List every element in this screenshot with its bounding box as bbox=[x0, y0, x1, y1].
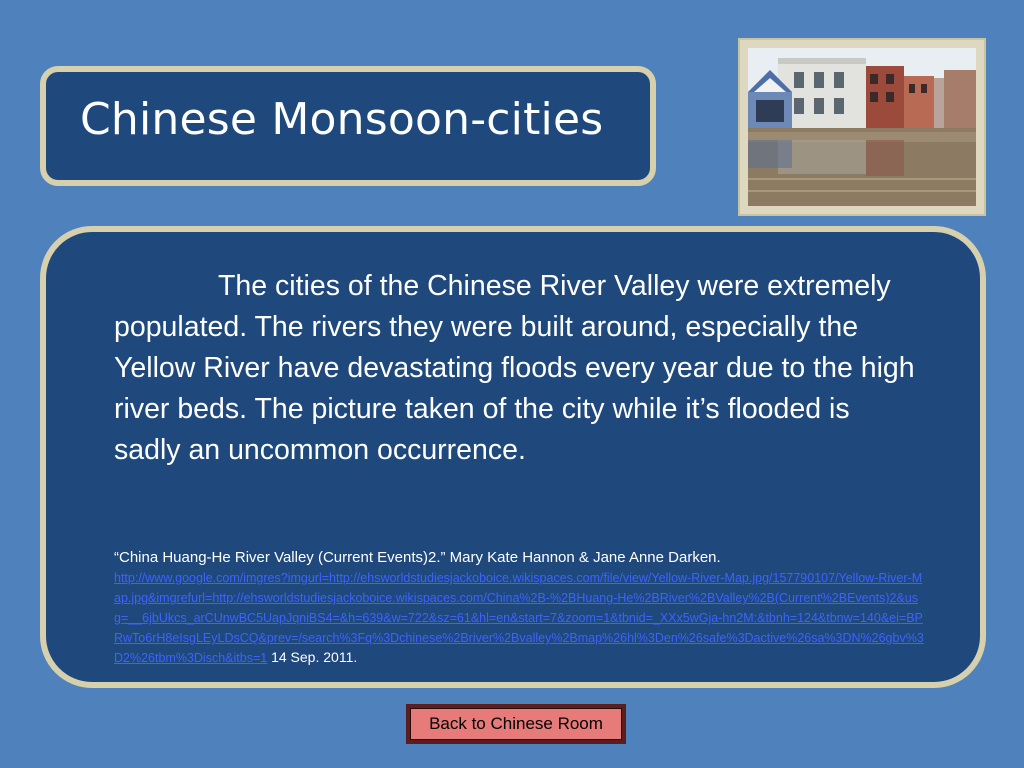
flooded-city-photo bbox=[738, 38, 986, 216]
content-panel bbox=[40, 226, 986, 688]
back-button-label[interactable]: Back to Chinese Room bbox=[410, 708, 622, 740]
body-paragraph: The cities of the Chinese River Valley were extremely populated. The rivers they were built around, especially the Yellow River have devastating floods every year due to the high river beds. The picture taken of the city while it’s flooded is sadly an uncommon occurrence. bbox=[114, 270, 915, 466]
flooded-city-image bbox=[748, 48, 976, 206]
back-to-chinese-room-button[interactable] bbox=[406, 704, 626, 744]
citation-source: “China Huang-He River Valley (Current Events)2.” Mary Kate Hannon & Jane Anne Darken. bbox=[114, 549, 721, 566]
slide-title: Chinese Monsoon-cities bbox=[80, 94, 604, 145]
citation-date: 14 Sep. 2011. bbox=[267, 649, 358, 665]
citation bbox=[114, 548, 924, 668]
citation-link[interactable]: http://www.google.com/imgres?imgurl=http://ehsworldstudiesjackoboice.wikispaces.com/file/view/Yellow-River-Map.jpg/157790107/Yellow-River-Map.jpg&imgrefurl=http://ehsworldstudiesjackoboice.wikispaces.com/China%2B-%2BHuang-He%2BRiver%2BValley%2B(Current%2BEvents)2&usg=__6jbUkcs_arCUnwBC5UapJqniBS4=&h=639&w=722&sz=61&hl=en&start=7&zoom=1&tbnid=_XXx5wGja-hn2M:&tbnh=124&tbnw=140&ei=BPRwTo6rH8eIsgLEyLDsCQ&prev=/search%3Fq%3Dchinese%2Briver%2Bvalley%2Bmap%26hl%3Den%26safe%3Dactive%26sa%3DN%26gbv%3D2%26tbm%3Disch&itbs=1 bbox=[114, 571, 924, 665]
title-panel bbox=[40, 66, 656, 186]
